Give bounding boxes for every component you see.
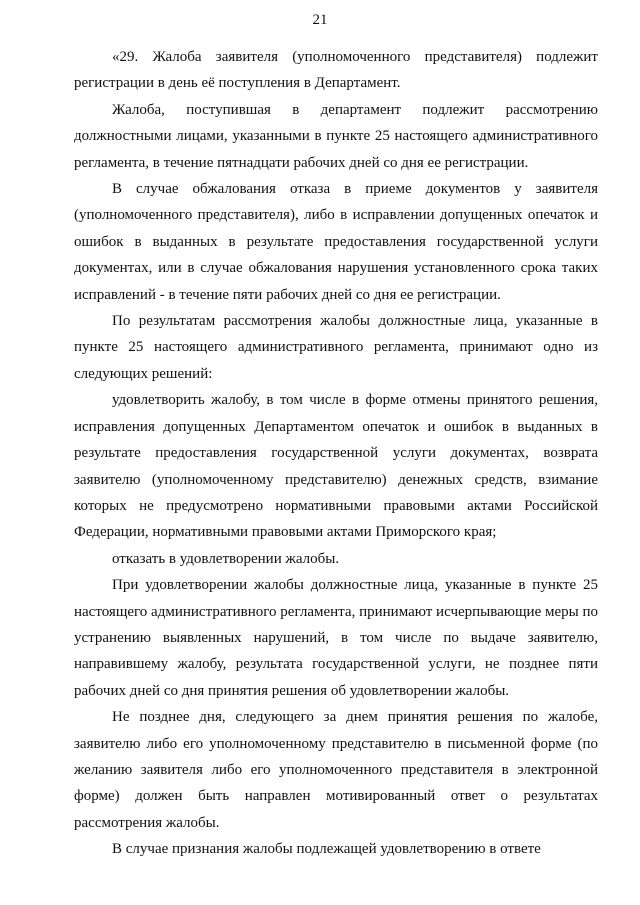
paragraph-satisfied-response: В случае признания жалобы подлежащей удовлетворению в ответе [112, 841, 541, 858]
paragraph-review-period: Жалоба, поступившая в департамент подлежит рассмотрению должностными лицами, указанными в пункте 25 настоящего административного регламента, в течение пятнадцати рабочих дней со дня ее регистрации. [74, 101, 598, 171]
paragraph-response-notice: Не позднее дня, следующего за днем принятия решения по жалобе, заявителю либо его уполномоченному представителю в письменной форме (по желанию заявителя либо его уполномоченного представителя в электронной форме) должен быть направлен мотивированный ответ о результатах рассмотрения жалобы. [74, 709, 598, 831]
paragraph-reject-complaint: отказать в удовлетворении жалобы. [112, 550, 340, 567]
paragraph-satisfy-complaint: удовлетворить жалобу, в том числе в форме отмены принятого решения, исправления допущенных Департаментом опечаток и ошибок в выданных в результате предоставления государственной услуги документах, возврата заявителю (уполномоченному представителю) денежных средств, взимание которых не предусмотрено нормативными правовыми актами Российской Федерации, нормативными правовыми актами Приморского края; [74, 392, 598, 541]
paragraph-complaint-registration: «29. Жалоба заявителя (уполномоченного представителя) подлежит регистрации в день её поступления в Департамент. [74, 49, 598, 92]
paragraph-decision-intro: По результатам рассмотрения жалобы должностные лица, указанные в пункте 25 настоящего административного регламента, принимают одно из следующих решений: [74, 313, 598, 382]
paragraph-remediation-measures: При удовлетворении жалобы должностные лица, указанные в пункте 25 настоящего административного регламента, принимают исчерпывающие меры по устранению выявленных нарушений, в том числе по выдаче заявителю, направившему жалобу, результата государственной услуги, не позднее пяти рабочих дней со дня принятия решения об удовлетворении жалобы. [74, 577, 598, 699]
page-number: 21 [312, 12, 328, 28]
paragraph-refusal-review-period: В случае обжалования отказа в приеме документов у заявителя (уполномоченного представителя), либо в исправлении допущенных опечаток и ошибок в выданных в результате предоставления государственной услуги документах, или в случае обжалования нарушения установленного срока таких исправлений - в течение пяти рабочих дней со дня ее регистрации. [74, 181, 598, 303]
document-body [74, 44, 598, 863]
